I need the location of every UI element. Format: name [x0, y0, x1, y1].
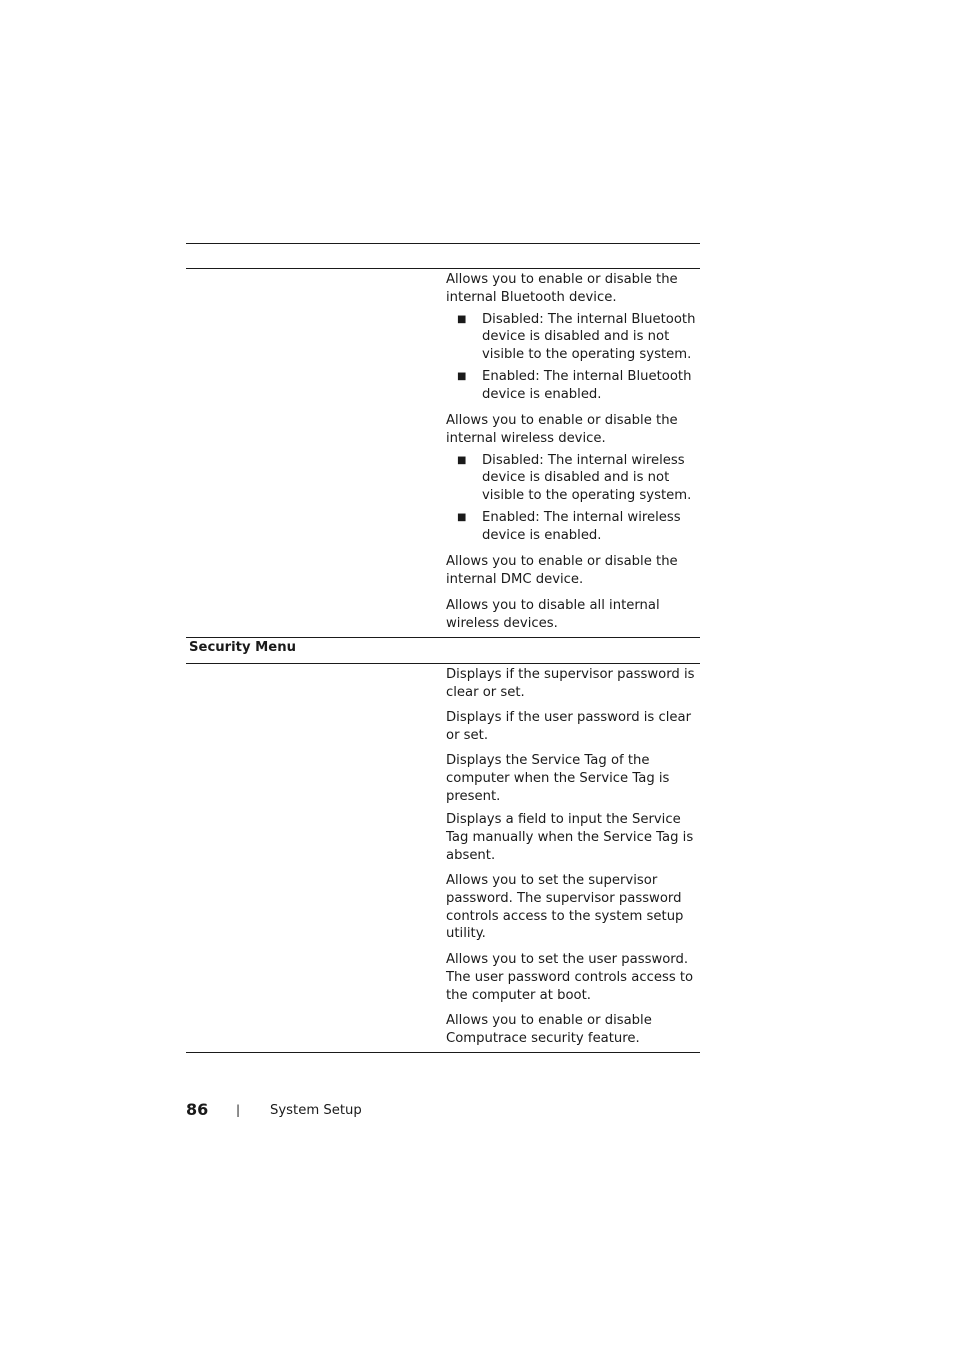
section-bottom-rule [186, 663, 700, 664]
bluetooth-description: Allows you to enable or disable the internal Bluetooth device. [446, 272, 678, 305]
list-item: ■ Disabled: The internal Bluetooth device is disabled and is not visible to the operating system. [457, 311, 696, 363]
bluetooth-description-cell [446, 271, 698, 408]
disable-all-wireless-description: Allows you to disable all internal wireless devices. [446, 598, 660, 631]
service-tag-display: Displays the Service Tag of the computer when the Service Tag is present. [446, 753, 670, 804]
footer-separator: | [236, 1103, 241, 1117]
bluetooth-options-list [446, 311, 698, 404]
supervisor-password-status: Displays if the supervisor password is clear or set. [446, 667, 695, 700]
wireless-description-cell [446, 412, 698, 549]
bullet-icon: ■ [457, 370, 467, 382]
set-user-password: Allows you to set the user password. The user password controls access to the computer at boot. [446, 952, 694, 1003]
bullet-icon: ■ [457, 454, 467, 466]
list-item: ■ Enabled: The internal Bluetooth device is enabled. [457, 368, 692, 402]
list-item: ■ Disabled: The internal wireless device is disabled and is not visible to the operating system. [457, 452, 692, 504]
footer-section-title: System Setup [270, 1103, 362, 1118]
table-bottom-rule [186, 1052, 700, 1053]
table-top-rule [186, 243, 700, 244]
wireless-description: Allows you to enable or disable the internal wireless device. [446, 413, 678, 446]
computrace-description: Allows you to enable or disable Computrace security feature. [446, 1013, 652, 1046]
wireless-options-list [446, 452, 698, 545]
bullet-icon: ■ [457, 313, 467, 325]
bullet-icon: ■ [457, 511, 467, 523]
list-item: ■ Enabled: The internal wireless device is enabled. [457, 509, 681, 543]
page-number: 86 [186, 1100, 209, 1119]
set-supervisor-password: Allows you to set the supervisor password. The supervisor password controls access to the system setup utility. [446, 873, 684, 942]
service-tag-input: Displays a field to input the Service Tag manually when the Service Tag is absent. [446, 812, 694, 863]
user-password-status: Displays if the user password is clear or set. [446, 710, 692, 743]
section-top-rule [186, 637, 700, 638]
dmc-description: Allows you to enable or disable the internal DMC device. [446, 554, 678, 587]
table-header-rule [186, 268, 700, 269]
security-menu-heading: Security Menu [189, 640, 297, 655]
